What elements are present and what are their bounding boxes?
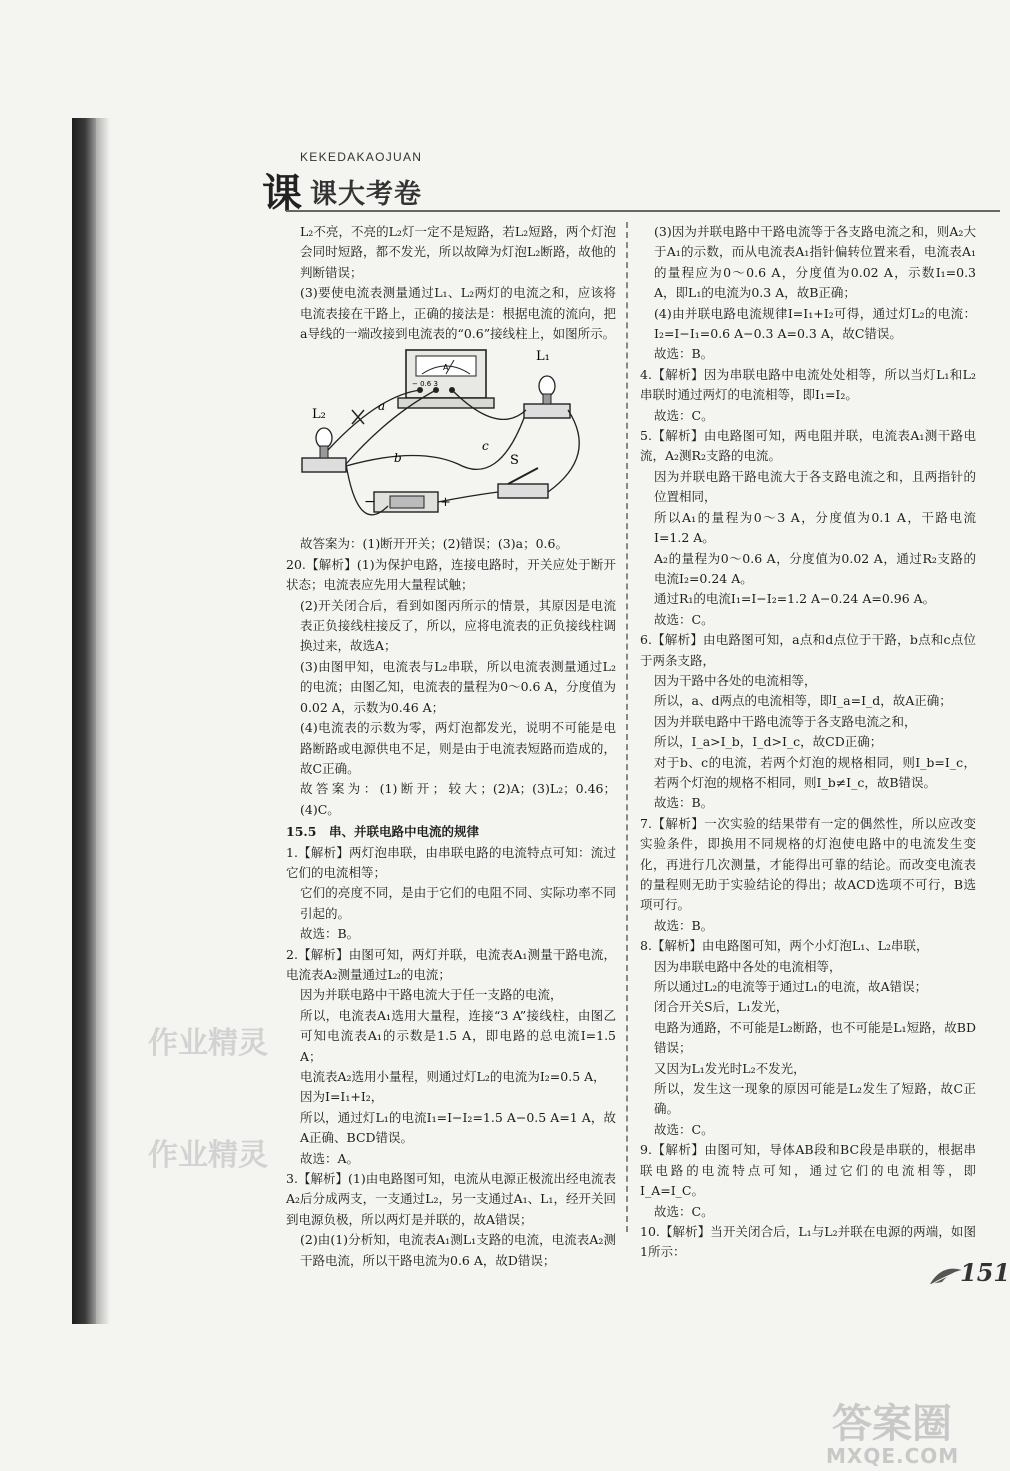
paragraph: 故选：A。 — [300, 1150, 360, 1166]
paragraph: 因为并联电路干路电流大于各支路电流之和，且两指针的位置相同， — [654, 468, 976, 505]
paragraph: 所以，发生这一现象的原因可能是L₂发生了短路，故C正确。 — [654, 1081, 976, 1117]
watermark: 作业精灵 — [148, 1138, 268, 1173]
paragraph: 所以，I_a>I_b，I_d>I_c，故CD正确； — [654, 734, 883, 750]
logo-mark: 课 — [262, 170, 302, 217]
question-20: 20.【解析】(1)为保护电路，连接电路时，开关应处于断开状态；电流表应先用大量程试触； — [286, 556, 616, 593]
paragraph: (3)由图甲知，电流表与L₂串联，所以电流表测量通过L₂的电流；由图乙知，电流表的量程为0～0.6 A，分度值为0.02 A，示数为0.46 A； — [300, 658, 616, 715]
right-column — [640, 222, 976, 1263]
paragraph: 它们的亮度不同，是由于它们的电阻不同、实际功率不同引起的。 — [300, 885, 616, 921]
meter-label: A — [443, 363, 449, 373]
paragraph: 所以，电流表A₁选用大量程，连接“3 A”接线柱，由图乙可知电流表A₁的示数是1.5 A，即电路的总电流I=1.5 A； — [300, 1007, 616, 1064]
question-2: 2.【解析】由图可知，两灯并联，电流表A₁测量干路电流，电流表A₂测量通过L₂的电流； — [286, 946, 616, 982]
question-8: 8.【解析】由电路图可知，两个小灯泡L₁、L₂串联， — [640, 938, 929, 954]
watermark: 作业精灵 — [148, 1026, 268, 1061]
question-5: 5.【解析】由电路图可知，两电阻并联，电流表A₁测干路电流，A₂测R₂支路的电流。 — [640, 428, 976, 464]
leaf-ornament-icon — [928, 1262, 964, 1290]
paragraph: 所以，a、d两点的电流相等，即I_a=I_d，故A正确； — [654, 693, 952, 709]
paragraph: 因为I=I₁+I₂， — [300, 1089, 384, 1105]
scan-dark-edge — [72, 118, 96, 1324]
label-c: c — [482, 439, 489, 454]
site-url-watermark: MXQE.COM — [826, 1444, 960, 1468]
label-b: b — [394, 451, 402, 466]
column-divider — [626, 222, 628, 1232]
paragraph: 故选：B。 — [654, 917, 714, 933]
site-logo-watermark: 答案圈 — [832, 1401, 952, 1447]
left-column — [286, 222, 616, 1271]
paragraph: 闭合开关S后，L₁发光， — [654, 999, 789, 1015]
meter-terminal-labels: − 0.6 3 — [412, 380, 438, 389]
battery-icon — [374, 492, 438, 512]
label-s: S — [510, 453, 519, 469]
logo-title: 课大考卷 — [310, 179, 422, 210]
paragraph: 电流表A₂选用小量程，则通过灯L₂的电流为I₂=0.5 A， — [300, 1069, 606, 1084]
paragraph: (3)因为并联电路中干路电流等于各支路电流之和，则A₂大于A₁的示数，而从电流表A₁指针偏转位置来看，电流表A₁的量程应为0～0.6 A，分度值为0.02 A，示数I₁=0.3 A，即L₁的电流为0.3 A，故B正确； — [654, 224, 976, 301]
ammeter-icon — [398, 350, 494, 408]
paragraph: 故答案为：(1)断开；较大；(2)A；(3)L₂；0.46；(4)C。 — [300, 781, 616, 817]
paragraph: 故答案为：(1)断开开关；(2)错误；(3)a；0.6。 — [300, 536, 568, 552]
header-logo — [262, 150, 502, 216]
label-a: a — [378, 399, 386, 414]
paragraph: (4)电流表的示数为零，两灯泡都发光，说明不可能是电路断路或电源供电不足，则是由于电流表短路而造成的，故C正确。 — [300, 720, 616, 776]
logo-romanization: KEKEDAKAOJUAN — [300, 150, 423, 164]
paragraph: (4)由并联电路电流规律I=I₁+I₂可得，通过灯L₂的电流：I₂=I−I₁=0.6 A−0.3 A=0.3 A，故C错误。 — [654, 305, 976, 342]
label-l1: L₁ — [536, 349, 550, 365]
label-l2: L₂ — [312, 407, 326, 423]
page-number: 151 — [960, 1258, 1010, 1287]
paragraph: 电路为通路，不可能是L₂断路，也不可能是L₁短路，故BD错误； — [654, 1019, 976, 1056]
paragraph: 故选：C。 — [654, 1203, 714, 1219]
question-7: 7.【解析】一次实验的结果带有一定的偶然性，所以应改变实验条件，即换用不同规格的灯泡使电路中的电流发生变化，再进行几次测量，才能得出可靠的结论。而改变电流表的量程则无助于实验结论的得出；故ACD选项不可行，B选项可行。 — [640, 815, 976, 913]
question-3: 3.【解析】(1)由电路图可知，电流从电源正极流出经电流表A₂后分成两支，一支通过L₂，另一支通过A₁、L₁，经开关回到电源负极，所以两灯是并联的，故A错误； — [286, 1171, 616, 1227]
paragraph: (2)开关闭合后，看到如图丙所示的情景，其原因是电流表正负接线柱接反了，所以，应将电流表的正负接线柱调换过来，故选A； — [300, 597, 616, 654]
question-1: 1.【解析】两灯泡串联，由串联电路的电流特点可知：流过它们的电流相等； — [286, 844, 616, 880]
paragraph: 因为干路中各处的电流相等， — [654, 672, 817, 688]
paragraph: 故选：B。 — [654, 346, 714, 362]
paragraph: L₂不亮，不亮的L₂灯一定不是短路，若L₂短路，两个灯泡会同时短路，都不发光，所以故障为灯泡L₂断路，故他的判断错误； — [300, 224, 616, 280]
question-6: 6.【解析】由电路图可知，a点和d点位于干路，b点和c点位于两条支路， — [640, 632, 976, 668]
question-9: 9.【解析】由图可知，导体AB段和BC段是串联的，根据串联电路的电流特点可知，通过它们的电流相等，即I_A=I_C。 — [640, 1142, 976, 1199]
lamp-l2-icon — [302, 428, 346, 472]
label-plus: + — [440, 495, 451, 511]
paragraph: A₂的量程为0～0.6 A，分度值为0.02 A，通过R₂支路的电流I₂=0.24 A。 — [654, 550, 976, 586]
paragraph: 故选：B。 — [300, 926, 360, 942]
question-4: 4.【解析】因为串联电路中电流处处相等，所以当灯L₁和L₂串联时通过两灯的电流相等，即I₁=I₂。 — [640, 366, 976, 403]
scan-edge-shadow — [96, 118, 110, 1324]
paragraph: 故选：B。 — [654, 795, 714, 811]
circuit-diagram — [298, 346, 598, 532]
paragraph: 所以A₁的量程为0～3 A，分度值为0.1 A，干路电流I=1.2 A。 — [654, 509, 976, 546]
paragraph: 又因为L₁发光时L₂不发光， — [654, 1060, 806, 1076]
switch-icon — [498, 468, 548, 498]
paragraph: 通过R₁的电流I₁=I−I₂=1.2 A−0.24 A=0.96 A。 — [654, 591, 936, 607]
paragraph: (2)由(1)分析知，电流表A₁测L₁支路的电流，电流表A₂测干路电流，所以干路电流为0.6 A，故D错误； — [300, 1232, 616, 1268]
paragraph: 故选：C。 — [654, 611, 714, 627]
paragraph: 对于b、c的电流，若两个灯泡的规格相同，则I_b=I_c，若两个灯泡的规格不相同，则I_b≠I_c，故B错误。 — [654, 754, 976, 790]
lamp-l1-icon — [524, 376, 570, 418]
label-minus: − — [364, 494, 376, 511]
section-heading: 15.5 串、并联电路中电流的规律 — [286, 824, 479, 840]
paragraph: 因为串联电路中各处的电流相等， — [654, 958, 842, 974]
paragraph: 因为并联电路中干路电流大于任一支路的电流， — [300, 987, 563, 1003]
paragraph: (3)要使电流表测量通过L₁、L₂两灯的电流之和，应该将电流表接在干路上，正确的接法是：根据电流的流向，把a导线的一端改接到电流表的“0.6”接线柱上，如图所示。 — [300, 285, 616, 342]
paragraph: 所以通过L₂的电流等于通过L₁的电流，故A错误； — [654, 979, 928, 995]
paragraph: 因为并联电路中干路电流等于各支路电流之和， — [654, 713, 917, 729]
paragraph: 所以，通过灯L₁的电流I₁=I−I₂=1.5 A−0.5 A=1 A，故A正确、BCD错误。 — [300, 1109, 616, 1146]
question-10: 10.【解析】当开关闭合后，L₁与L₂并联在电源的两端，如图1所示： — [640, 1223, 976, 1260]
header-rule — [286, 210, 1000, 212]
paragraph: 故选：C。 — [654, 407, 714, 423]
paragraph: 故选：C。 — [654, 1121, 714, 1137]
